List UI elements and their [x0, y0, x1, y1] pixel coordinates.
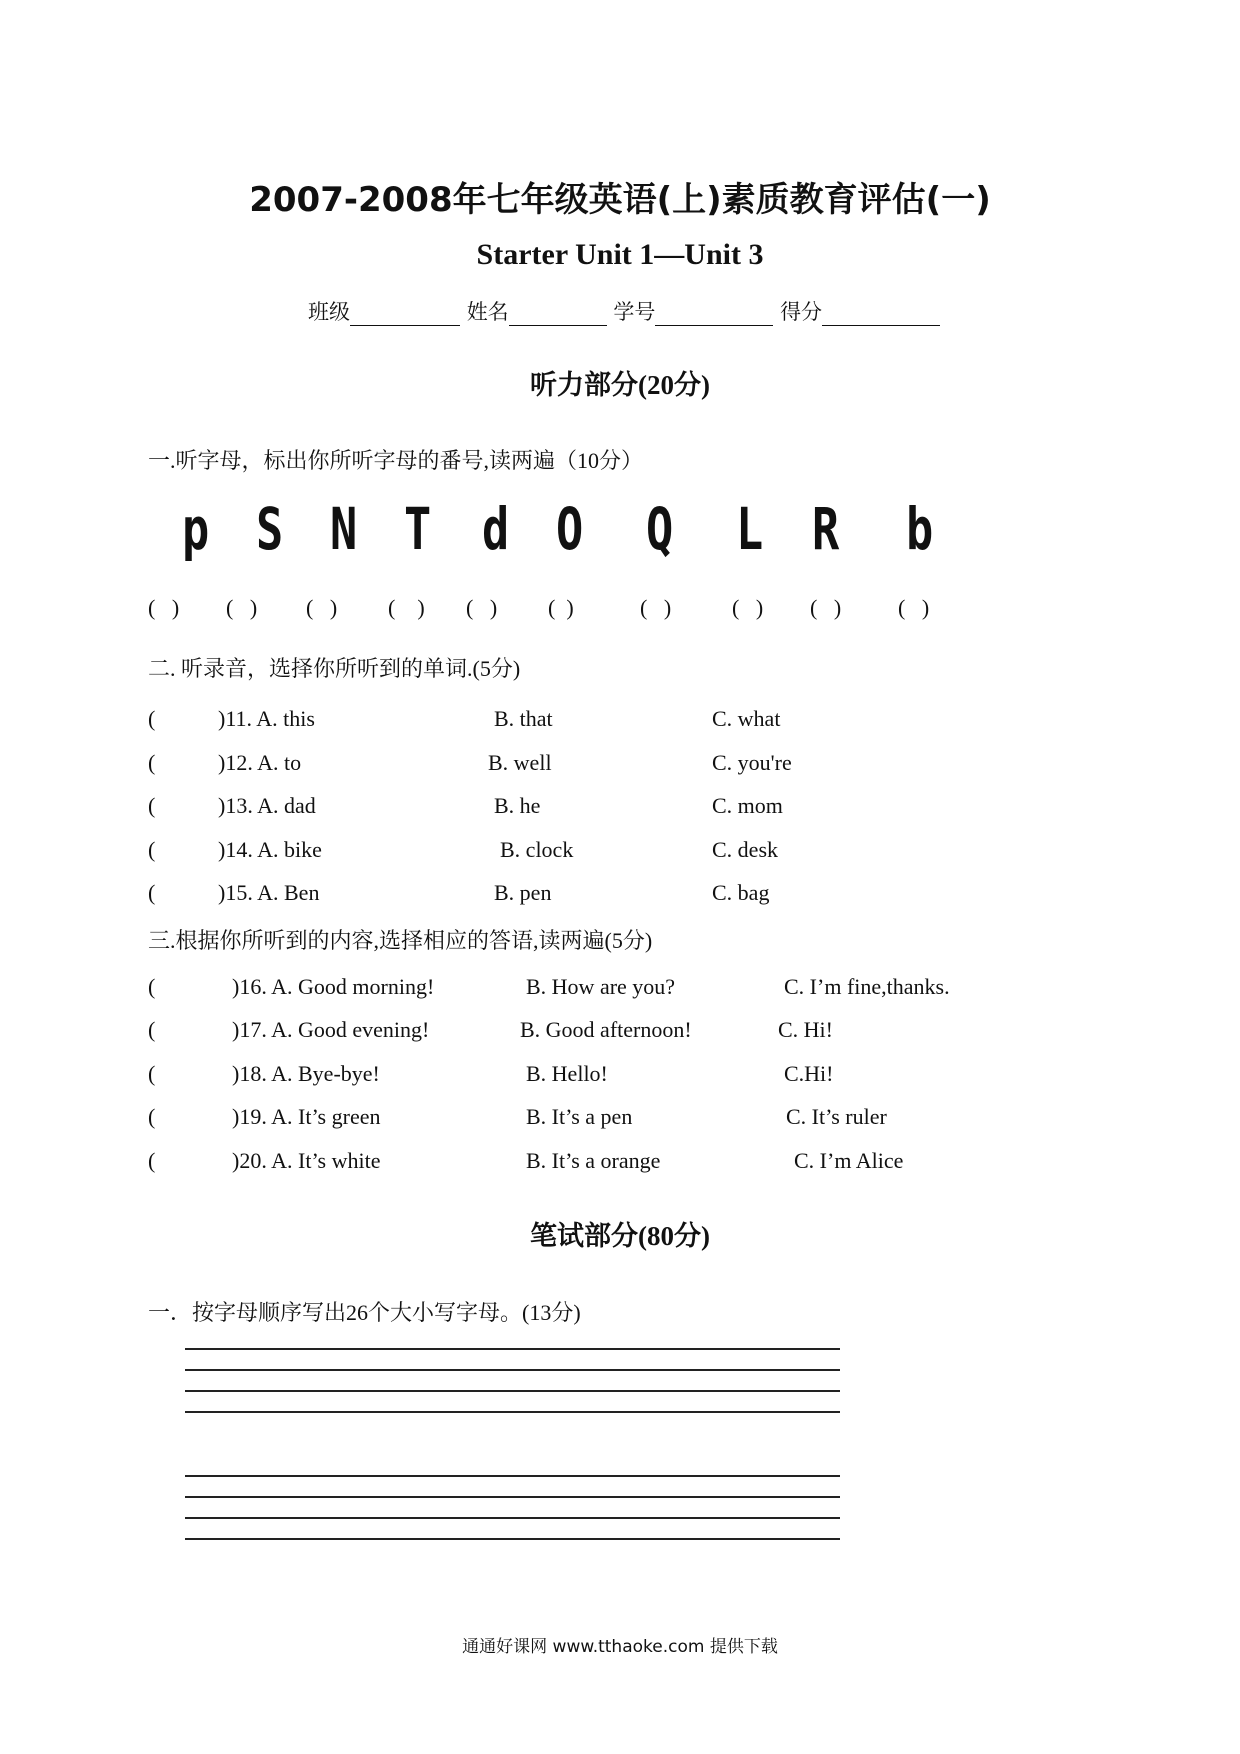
listening-part1-heading: 一.听字母，标出你所听字母的番号,读两遍（10分）: [148, 448, 644, 473]
writing-section-title: 笔试部分(80分): [530, 1221, 710, 1251]
student-number-blank[interactable]: [655, 305, 773, 326]
class-label: 班级: [308, 300, 350, 324]
question-option-c: C. I’m fine,thanks.: [784, 974, 950, 999]
letter: R: [812, 495, 840, 563]
letter: Q: [646, 495, 674, 563]
answer-paren[interactable]: (: [148, 1017, 156, 1042]
footer-watermark: 通通好课网 www.tthaoke.com 提供下载: [462, 1637, 778, 1657]
question-option-c: C. bag: [712, 880, 770, 905]
page-subtitle: Starter Unit 1—Unit 3: [476, 238, 764, 271]
question-option-b: B. that: [494, 706, 553, 731]
answer-paren[interactable]: (: [148, 750, 156, 775]
question-option-b: B. clock: [500, 837, 574, 862]
question-option-b: B. It’s a pen: [526, 1104, 633, 1129]
question-option-c: C. you're: [712, 750, 792, 775]
letter: N: [330, 495, 358, 563]
letter: S: [256, 495, 284, 563]
answer-blank[interactable]: ( ): [306, 595, 338, 620]
letter: b: [906, 495, 934, 563]
answer-blank[interactable]: ( ): [810, 595, 842, 620]
question-option-c: C. mom: [712, 793, 783, 818]
question-option-a: )19. A. It’s green: [232, 1104, 381, 1129]
score-blank[interactable]: [822, 305, 940, 326]
writing-line: [185, 1369, 840, 1371]
name-blank[interactable]: [509, 305, 607, 326]
answer-paren[interactable]: (: [148, 974, 156, 999]
writing-line: [185, 1496, 840, 1498]
answer-blank[interactable]: ( ): [226, 595, 258, 620]
question-option-a: )18. A. Bye-bye!: [232, 1061, 380, 1086]
name-label: 姓名: [466, 300, 509, 324]
question-option-c: C. I’m Alice: [794, 1148, 904, 1173]
question-option-b: B. How are you?: [526, 974, 676, 999]
answer-paren[interactable]: (: [148, 1104, 156, 1129]
answer-blank[interactable]: ( ): [640, 595, 672, 620]
question-option-c: C. Hi!: [778, 1017, 833, 1042]
answer-paren[interactable]: (: [148, 793, 156, 818]
page-title: 2007-2008年七年级英语(上)素质教育评估(一): [249, 180, 991, 220]
letter-row: [0, 495, 1240, 575]
letter: O: [556, 495, 584, 563]
question-option-a: )20. A. It’s white: [232, 1148, 381, 1173]
answer-blank[interactable]: ( ): [898, 595, 930, 620]
question-option-a: )16. A. Good morning!: [232, 974, 435, 999]
question-option-a: )17. A. Good evening!: [232, 1017, 430, 1042]
question-option-b: B. well: [488, 750, 552, 775]
writing-line: [185, 1390, 840, 1392]
answer-blank[interactable]: ( ): [548, 595, 574, 620]
answer-paren[interactable]: (: [148, 880, 156, 905]
question-option-c: C.Hi!: [784, 1061, 834, 1086]
listening-part3-heading: 三.根据你所听到的内容,选择相应的答语,读两遍(5分): [148, 928, 653, 953]
question-option-c: C. It’s ruler: [786, 1104, 887, 1129]
answer-blank[interactable]: ( ): [466, 595, 498, 620]
question-option-a: )14. A. bike: [218, 837, 322, 862]
answer-paren[interactable]: (: [148, 1148, 156, 1173]
writing-line: [185, 1517, 840, 1519]
question-option-a: )15. A. Ben: [218, 880, 320, 905]
question-option-a: )13. A. dad: [218, 793, 316, 818]
letter: L: [736, 495, 764, 563]
writing-line: [185, 1475, 840, 1477]
question-option-b: B. pen: [494, 880, 552, 905]
answer-blank[interactable]: ( ): [388, 595, 425, 620]
answer-paren[interactable]: (: [148, 837, 156, 862]
listening-part2-heading: 二. 听录音，选择你所听到的单词.(5分): [148, 656, 521, 681]
question-option-b: B. Hello!: [526, 1061, 608, 1086]
student-info-fields: [308, 296, 940, 326]
answer-paren[interactable]: (: [148, 706, 156, 731]
answer-blank[interactable]: ( ): [148, 595, 180, 620]
question-option-b: B. he: [494, 793, 541, 818]
writing-line: [185, 1411, 840, 1413]
question-option-b: B. Good afternoon!: [520, 1017, 692, 1042]
question-option-c: C. desk: [712, 837, 778, 862]
listening-section-title: 听力部分(20分): [530, 370, 710, 400]
question-option-a: )11. A. this: [218, 706, 315, 731]
writing-line: [185, 1538, 840, 1540]
letter: d: [482, 495, 510, 563]
writing-line: [185, 1348, 840, 1350]
letter: T: [404, 495, 432, 563]
answer-paren[interactable]: (: [148, 1061, 156, 1086]
question-option-a: )12. A. to: [218, 750, 302, 775]
student-number-label: 学号: [613, 300, 656, 324]
letter: p: [182, 495, 210, 563]
score-label: 得分: [780, 300, 823, 324]
question-option-c: C. what: [712, 706, 781, 731]
class-blank[interactable]: [350, 305, 460, 326]
writing-part1-heading: 一．按字母顺序写出26个大小写字母。(13分): [148, 1300, 581, 1325]
answer-blank[interactable]: ( ): [732, 595, 764, 620]
question-option-b: B. It’s a orange: [526, 1148, 661, 1173]
